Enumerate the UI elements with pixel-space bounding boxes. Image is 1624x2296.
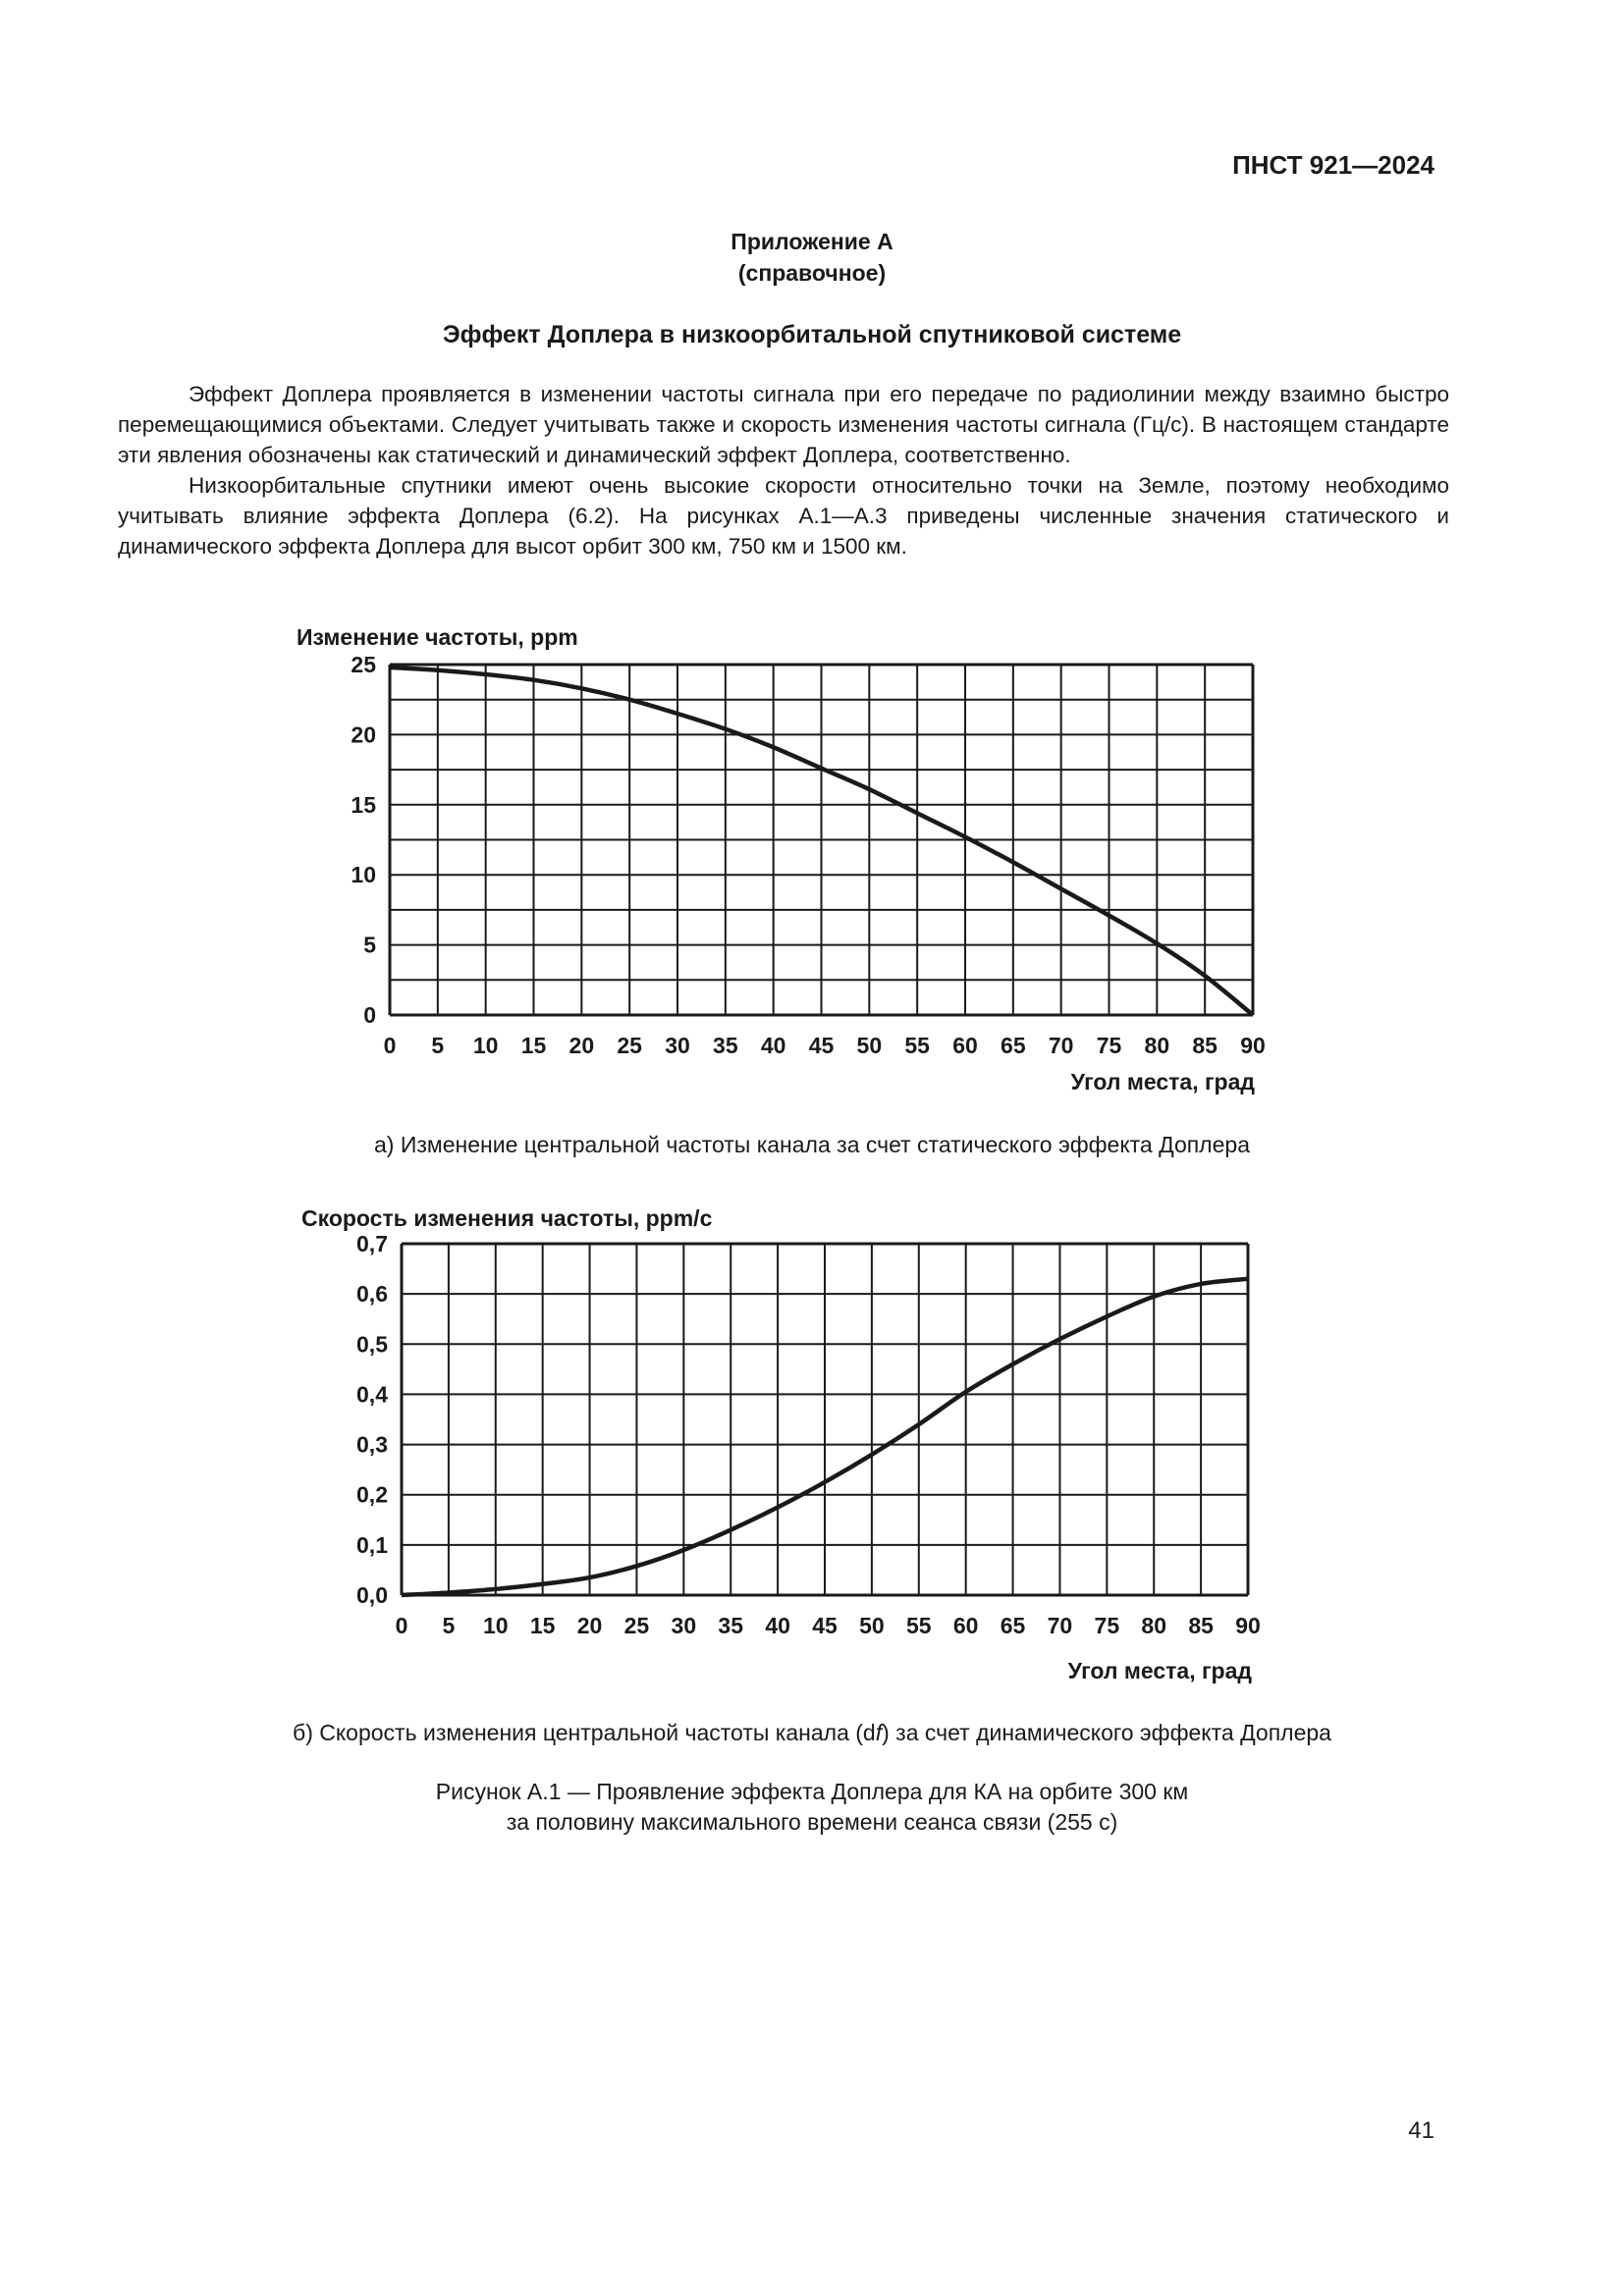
chart-b-xtick-label: 35: [718, 1613, 744, 1638]
chart-a-xtick-label: 75: [1096, 1033, 1122, 1058]
chart-a-xtick-label: 40: [760, 1033, 786, 1058]
chart-b-xlabel: Угол места, град: [1067, 1658, 1252, 1683]
chart-b-xtick-label: 80: [1141, 1613, 1167, 1638]
chart-a-ytick-label: 15: [351, 791, 376, 818]
chart-b-caption-suffix: ) за счет динамического эффекта Доплера: [882, 1720, 1331, 1745]
figure-caption-line-1: Рисунок А.1 — Проявление эффекта Доплера для КА на орбите 300 км: [435, 1779, 1189, 1804]
chart-a-xtick-label: 25: [617, 1033, 642, 1058]
chart-a-xtick-label: 5: [431, 1033, 445, 1058]
chart-a-xtick-label: 20: [568, 1033, 595, 1058]
chart-a-ylabel: Изменение частоты, ppm: [297, 624, 578, 650]
annex-title: Эффект Доплера в низкоорбитальной спутниковой системе: [442, 321, 1182, 348]
chart-b-ytick-label: 0,1: [356, 1531, 388, 1558]
chart-b-xtick-label: 70: [1047, 1613, 1073, 1638]
chart-a-xtick-label: 85: [1192, 1033, 1218, 1058]
chart-a-xtick-label: 70: [1048, 1033, 1074, 1058]
chart-b-xtick-label: 30: [671, 1613, 697, 1638]
chart-b-grid: [402, 1244, 1248, 1595]
chart-b-xtick-label: 50: [859, 1613, 885, 1638]
chart-a-xtick-label: 80: [1144, 1033, 1170, 1058]
chart-a-ytick-label: 0: [363, 1002, 376, 1028]
chart-b-caption-prefix: б) Скорость изменения центральной частоты канала (d: [293, 1720, 876, 1745]
chart-a-xtick-label: 55: [904, 1033, 930, 1058]
chart-b-ytick-label: 0,3: [356, 1431, 388, 1458]
chart-b-ytick-label: 0,2: [356, 1481, 388, 1508]
chart-b-ytick-label: 0,4: [356, 1381, 388, 1408]
chart-b-xtick-label: 55: [905, 1613, 932, 1638]
chart-a-xtick-label: 35: [713, 1033, 738, 1058]
chart-b-xtick-label: 85: [1188, 1613, 1214, 1638]
chart-b-ytick-label: 0,5: [356, 1331, 388, 1358]
chart-b-ytick-label: 0,0: [356, 1582, 388, 1608]
figure-caption: [0, 1777, 1624, 1838]
chart-b-xtick-label: 20: [576, 1613, 603, 1638]
chart-a-xtick-label: 60: [952, 1033, 978, 1058]
chart-b-ytick-label: 0,6: [356, 1281, 388, 1308]
chart-b-xtick-label: 65: [1000, 1613, 1026, 1638]
chart-b-ylabel: Скорость изменения частоты, ppm/c: [301, 1205, 713, 1231]
figure-caption-line-2: за половину максимального времени сеанса связи (255 с): [506, 1809, 1118, 1835]
chart-a-xlabel: Угол места, град: [1070, 1069, 1255, 1095]
chart-a-caption: а) Изменение центральной частоты канала за счет статического эффекта Доплера: [374, 1132, 1250, 1157]
chart-a-xtick-label: 10: [472, 1033, 499, 1058]
chart-a-xtick-label: 0: [383, 1033, 397, 1058]
chart-a-xtick-label: 30: [665, 1033, 690, 1058]
chart-b-xtick-label: 0: [395, 1613, 408, 1638]
chart-a-xtick-label: 65: [1001, 1033, 1026, 1058]
chart-b-yticks: [356, 1231, 388, 1608]
annex-kind: (справочное): [737, 260, 887, 286]
chart-b-xtick-label: 15: [529, 1613, 556, 1638]
chart-a-xtick-label: 90: [1240, 1033, 1266, 1058]
chart-b-xtick-label: 45: [812, 1613, 838, 1638]
chart-b-xtick-label: 25: [623, 1613, 650, 1638]
chart-a-xtick-label: 45: [808, 1033, 835, 1058]
chart-b-caption: [0, 1720, 1624, 1746]
chart-a-ytick-label: 20: [351, 721, 376, 748]
chart-b-xtick-label: 5: [442, 1613, 456, 1638]
chart-a-ytick-label: 10: [351, 862, 376, 888]
chart-a-ytick-label: 25: [351, 652, 376, 677]
paragraph-2: Низкоорбитальные спутники имеют очень высокие скорости относительно точки на Земле, поэтому необходимо учитывать влияние эффекта Доплера (6.2). На рисунках А.1—А.3 приведены численные значения статического и динамического эффекта Доплера для высот орбит 300 км, 750 км и 1500 км.: [118, 473, 1449, 559]
paragraph-1: Эффект Доплера проявляется в изменении частоты сигнала при его передаче по радиолинии между взаимно быстро перемещающимися объектами. Следует учитывать также и скорость изменения частоты сигнала (Гц/с). В настоящем стандарте эти явления обозначены как статический и динамический эффект Доплера, соответственно.: [118, 382, 1449, 467]
chart-b-ytick-label: 0,7: [356, 1231, 388, 1256]
chart-b-xtick-label: 10: [482, 1613, 509, 1638]
chart-b-xtick-label: 75: [1094, 1613, 1120, 1638]
chart-b-xticks: [396, 1613, 1261, 1638]
chart-a-ytick-label: 5: [363, 932, 376, 958]
chart-b-caption-italic: f: [875, 1720, 883, 1745]
chart-b-xtick-label: 60: [952, 1613, 979, 1638]
chart-b-xtick-label: 40: [765, 1613, 790, 1638]
chart-b-xtick-label: 90: [1235, 1613, 1261, 1638]
document-code: ПНСТ 921—2024: [1232, 150, 1435, 180]
chart-a-xtick-label: 50: [856, 1033, 883, 1058]
chart-a-xtick-label: 15: [520, 1033, 547, 1058]
annex-label: Приложение А: [731, 229, 893, 254]
page-number: 41: [1408, 2117, 1435, 2144]
